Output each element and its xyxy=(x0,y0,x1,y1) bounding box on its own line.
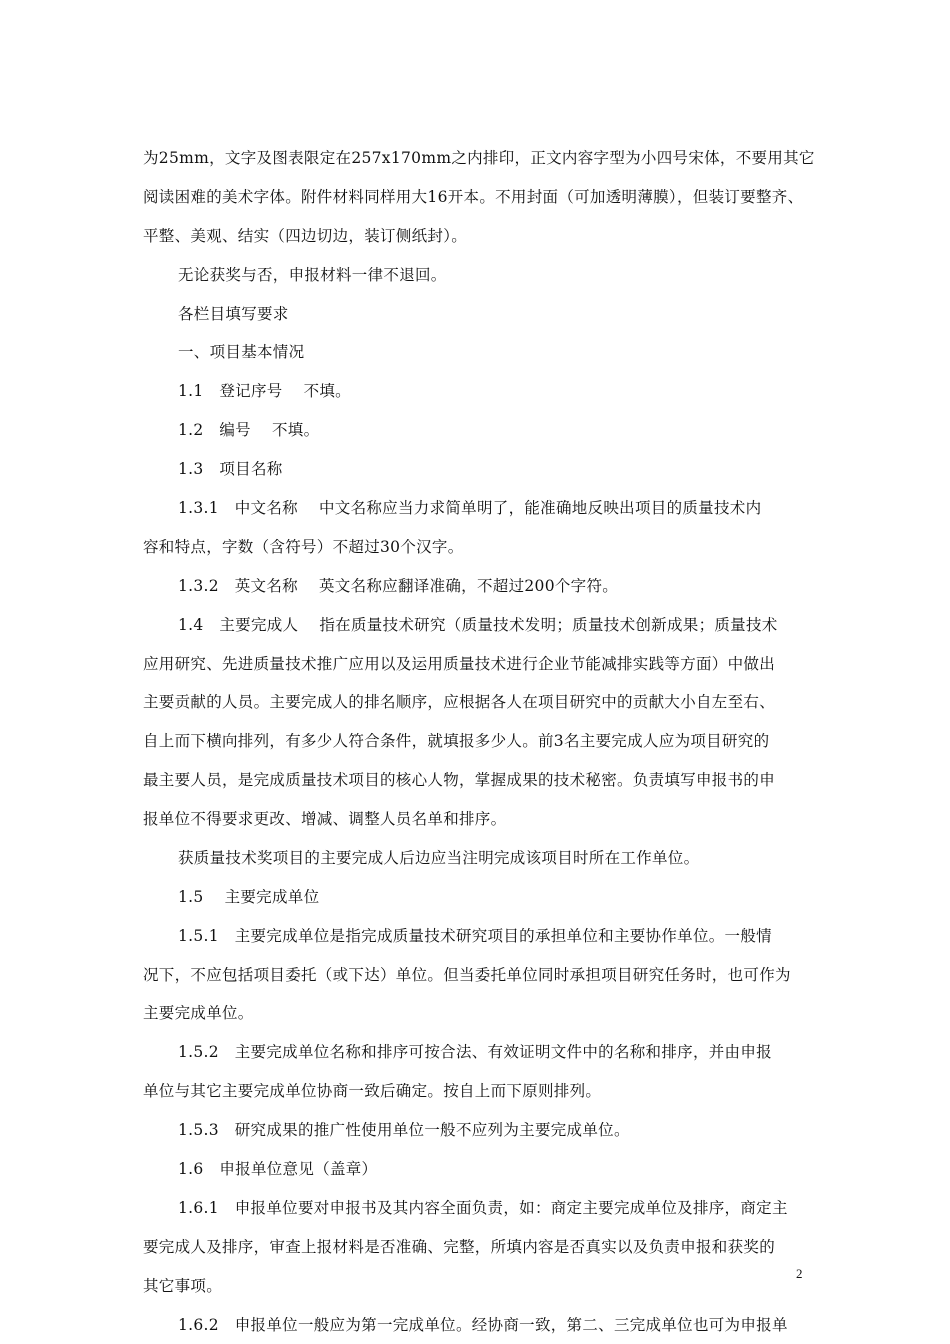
page-number: 2 xyxy=(796,1266,803,1281)
text-line: 1.3.2 英文名称 英文名称应翻译准确，不超过200个字符。 xyxy=(178,577,619,595)
text-line: 主要贡献的人员。主要完成人的排名顺序，应根据各人在项目研究中的贡献大小自左至右、 xyxy=(143,693,776,711)
text-line: 为25mm，文字及图表限定在257x170mm之内排印，正文内容字型为小四号宋体，不要用其它 xyxy=(143,149,815,167)
text-line: 最主要人员，是完成质量技术项目的核心人物，掌握成果的技术秘密。负责填写申报书的申 xyxy=(143,771,776,789)
text-line: 1.3 项目名称 xyxy=(178,460,283,478)
text-line: 平整、美观、结实（四边切边，装订侧纸封）。 xyxy=(143,227,468,245)
text-line: 应用研究、先进质量技术推广应用以及运用质量技术进行企业节能减排实践等方面）中做出 xyxy=(143,655,776,673)
text-line: 要完成人及排序，审查上报材料是否准确、完整，所填内容是否真实以及负责申报和获奖的 xyxy=(143,1238,776,1256)
text-line: 1.6.2 申报单位一般应为第一完成单位。经协商一致，第二、三完成单位也可为申报单 xyxy=(178,1316,788,1334)
section-heading: 一、项目基本情况 xyxy=(178,343,305,361)
text-line: 1.5.2 主要完成单位名称和排序可按合法、有效证明文件中的名称和排序，并由申报 xyxy=(178,1043,772,1061)
text-line: 1.2 编号 不填。 xyxy=(178,421,320,439)
text-line: 无论获奖与否，申报材料一律不退回。 xyxy=(178,266,447,284)
text-line: 况下，不应包括项目委托（或下达）单位。但当委托单位同时承担项目研究任务时，也可作为 xyxy=(143,966,791,984)
text-line: 1.5.3 研究成果的推广性使用单位一般不应列为主要完成单位。 xyxy=(178,1121,630,1139)
text-line: 主要完成单位。 xyxy=(143,1004,254,1022)
text-line: 报单位不得要求更改、增减、调整人员名单和排序。 xyxy=(143,810,507,828)
text-line: 其它事项。 xyxy=(143,1277,223,1295)
text-line: 1.6.1 申报单位要对申报书及其内容全面负责，如：商定主要完成单位及排序，商定主 xyxy=(178,1199,788,1217)
text-line: 1.5 主要完成单位 xyxy=(178,888,320,906)
text-line: 1.6 申报单位意见（盖章） xyxy=(178,1160,378,1178)
text-line: 1.5.1 主要完成单位是指完成质量技术研究项目的承担单位和主要协作单位。一般情 xyxy=(178,927,772,945)
text-line: 阅读困难的美术字体。附件材料同样用大16开本。不用封面（可加透明薄膜），但装订要整齐、 xyxy=(143,188,804,206)
text-line: 容和特点，字数（含符号）不超过30个汉字。 xyxy=(143,538,464,556)
text-line: 单位与其它主要完成单位协商一致后确定。按自上而下原则排列。 xyxy=(143,1082,602,1100)
text-line: 自上而下横向排列，有多少人符合条件，就填报多少人。前3名主要完成人应为项目研究的 xyxy=(143,732,770,750)
text-line: 获质量技术奖项目的主要完成人后边应当注明完成该项目时所在工作单位。 xyxy=(178,849,700,867)
text-line: 1.1 登记序号 不填。 xyxy=(178,382,351,400)
text-line: 1.4 主要完成人 指在质量技术研究（质量技术发明；质量技术创新成果；质量技术 xyxy=(178,616,778,634)
section-heading: 各栏目填写要求 xyxy=(178,305,289,323)
text-line: 1.3.1 中文名称 中文名称应当力求简单明了，能准确地反映出项目的质量技术内 xyxy=(178,499,762,517)
